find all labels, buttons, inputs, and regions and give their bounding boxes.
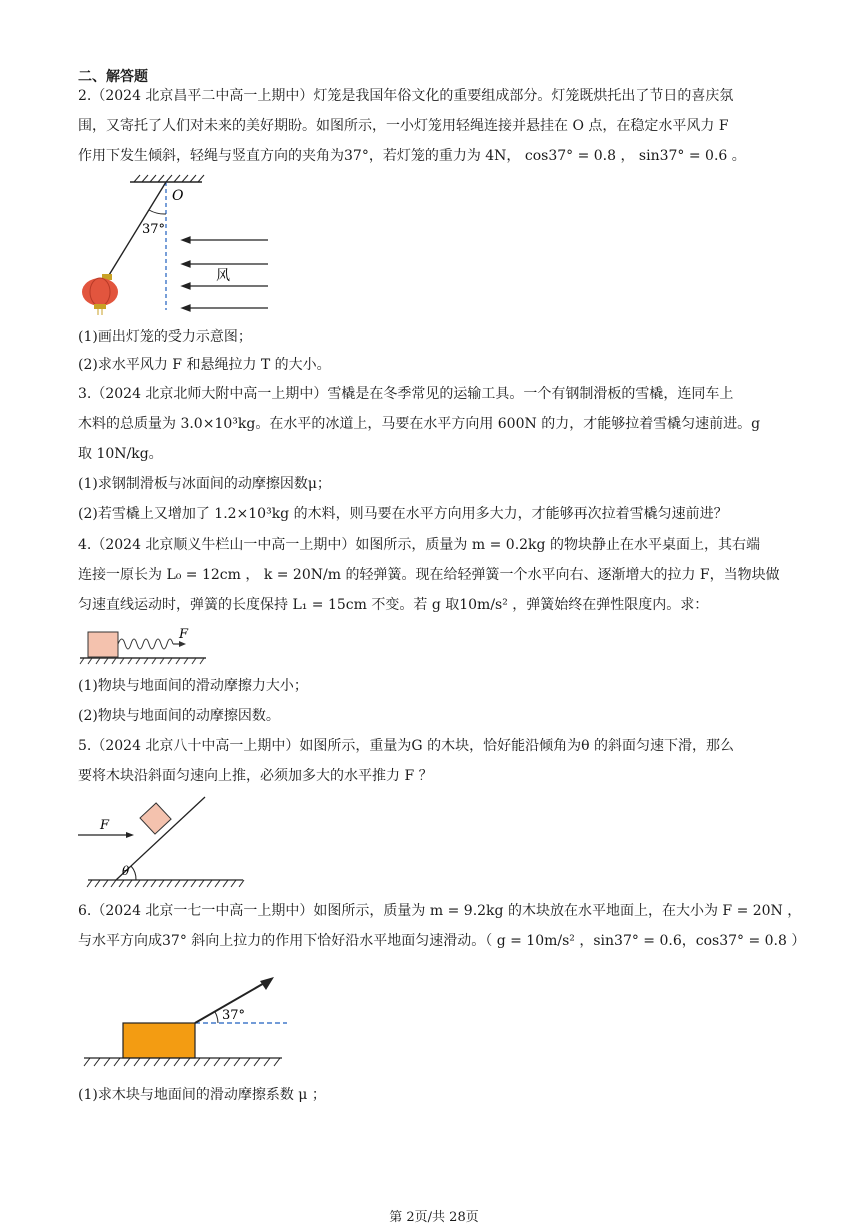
q2-line-3: 作用下发生倾斜，轻绳与竖直方向的夹角为37°，若灯笼的重力为 4N， cos37° = 0.8 ， sin37° = 0.6 。 [78, 148, 746, 164]
spring-coil [118, 639, 173, 649]
section-title: 二、解答题 [78, 69, 148, 85]
q4-line-2: 连接一原长为 L₀ = 12cm ， k = 20N/m 的轻弹簧。现在给轻弹簧一个水平向右、逐渐增大的拉力 F，当物块做 [78, 567, 780, 583]
orange-block [123, 1023, 195, 1058]
q4-sub-2: (2)物块与地面间的动摩擦因数。 [78, 708, 280, 724]
angle-arc [149, 210, 166, 214]
incline-figure [78, 793, 248, 893]
ceiling-hatch [134, 175, 204, 182]
point-o-label: O [172, 188, 184, 204]
pull-figure [82, 968, 287, 1076]
theta-label: θ [122, 864, 130, 878]
q5-line-2: 要将木块沿斜面匀速向上推，必须加多大的水平推力 F ？ [78, 768, 433, 784]
incline-ground-hatch [87, 880, 244, 887]
ground-hatch [80, 658, 204, 664]
q4-line-3: 匀速直线运动时，弹簧的长度保持 L₁ = 15cm 不变。若 g 取10m/s² ，弹簧始终在弹性限度内。求： [78, 597, 709, 613]
q3-sub-1: (1)求钢制滑板与冰面间的动摩擦因数μ； [78, 476, 331, 492]
lantern-icon [82, 274, 118, 315]
pull-angle-arc [215, 1012, 218, 1023]
pull-angle-label: 37° [222, 1008, 246, 1023]
q3-line-2: 木料的总质量为 3.0×10³kg。在水平的冰道上，马要在水平方向用 600N 的力，才能够拉着雪橇匀速前进。g [78, 416, 761, 432]
q4-line-1: 4.（2024 北京顺义牛栏山一中高一上期中）如图所示，质量为 m = 0.2kg 的物块静止在水平桌面上，其右端 [78, 537, 760, 553]
q2-line-1: 2.（2024 北京昌平二中高一上期中）灯笼是我国年俗文化的重要组成部分。灯笼既烘托出了节日的喜庆氛 [78, 88, 734, 104]
page-number: 第 2页/共 28页 [389, 1210, 479, 1225]
q6-line-1: 6.（2024 北京一七一中高一上期中）如图所示，质量为 m = 9.2kg 的木块放在水平地面上，在大小为 F = 20N ， [78, 903, 802, 919]
pull-ground-hatch [84, 1058, 280, 1066]
lantern-figure [76, 170, 276, 320]
q2-sub-1: (1)画出灯笼的受力示意图； [78, 329, 252, 345]
q6-line-2: 与水平方向成37° 斜向上拉力的作用下恰好沿水平地面匀速滑动。（ g = 10m/s² ，sin37° = 0.6，cos37° = 0.8 ） [78, 933, 806, 949]
push-force-label: F [100, 818, 110, 833]
q6-sub-1: (1)求木块与地面间的滑动摩擦系数 μ ； [78, 1087, 326, 1103]
q3-sub-2: (2)若雪橇上又增加了 1.2×10³kg 的木料，则马要在水平方向用多大力，才能够再次拉着雪橇匀速前进？ [78, 506, 728, 522]
spring-figure [78, 622, 213, 668]
wind-label: 风 [216, 268, 230, 284]
theta-arc [131, 866, 136, 880]
q2-sub-2: (2)求水平风力 F 和悬绳拉力 T 的大小。 [78, 357, 331, 373]
angle-37-label: 37° [142, 222, 166, 237]
q5-line-1: 5.（2024 北京八十中高一上期中）如图所示，重量为G 的木块，恰好能沿倾角为θ 的斜面匀速下滑，那么 [78, 738, 734, 754]
push-force-head [126, 832, 134, 838]
incline-block [140, 803, 171, 834]
block-rect [88, 632, 118, 657]
q3-line-3: 取 10N/kg。 [78, 446, 163, 462]
pull-force-head [260, 977, 274, 990]
q4-sub-1: (1)物块与地面间的滑动摩擦力大小； [78, 678, 308, 694]
q2-line-2: 围，又寄托了人们对未来的美好期盼。如图所示，一小灯笼用轻绳连接并悬挂在 O 点，在稳定水平风力 F [78, 118, 729, 134]
q3-line-1: 3.（2024 北京北师大附中高一上期中）雪橇是在冬季常见的运输工具。一个有钢制滑板的雪橇，连同车上 [78, 386, 734, 402]
force-f-label: F [179, 627, 189, 642]
